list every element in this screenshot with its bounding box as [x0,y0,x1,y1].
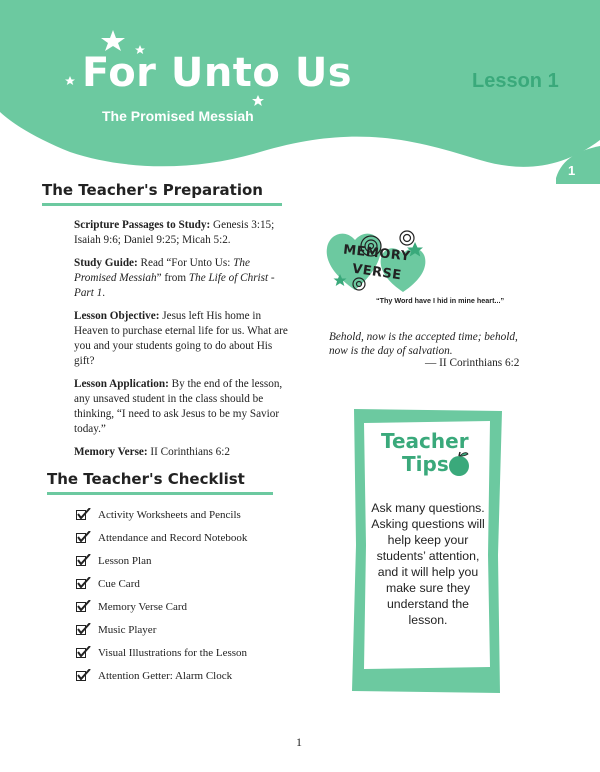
checklist [76,503,247,687]
lesson-title: For Unto Us [82,50,353,96]
checklist-item: Memory Verse Card [76,595,247,618]
prep-application: Lesson Application: By the end of the lesson, any unsaved student in the class should be thinking, “I need to ask Jesus to be my Savior today.” [74,378,283,435]
checklist-item: Attendance and Record Notebook [76,526,247,549]
page-number: 1 [296,735,302,749]
lesson-subtitle: The Promised Messiah [102,108,254,124]
prep-study-guide: Study Guide: Read “For Unto Us: The Promised Messiah” from The Life of Christ - Part 1. [74,257,275,299]
checklist-item: Activity Worksheets and Pencils [76,503,247,526]
prep-objective: Lesson Objective: Jesus left His home in Heaven to purchase eternal life for us. What are you and your students going to do about His gift? [74,310,288,367]
memory-verse-reference: — II Corinthians 6:2 [425,357,520,369]
checklist-item: Music Player [76,618,247,641]
checkbox-checked-icon [76,577,91,590]
checklist-heading: The Teacher's Checklist [47,470,245,488]
checklist-item: Attention Getter: Alarm Clock [76,664,247,687]
checkbox-checked-icon [76,531,91,544]
checklist-item: Visual Illustrations for the Lesson [76,641,247,664]
memory-verse-text: Behold, now is the accepted time; behold, now is the day of salvation. [329,331,518,357]
checkbox-checked-icon [76,646,91,659]
preparation-divider [42,203,282,206]
header-banner [0,0,600,200]
checklist-item: Cue Card [76,572,247,595]
memory-verse-logo-word2: VERSE [351,261,403,284]
teacher-tips-heading-line1: Teacher [381,429,469,453]
preparation-list [74,218,289,468]
checklist-divider [47,492,273,495]
teacher-tips-body: Ask many questions. Asking questions will help keep your students’ attention, and it will help you make sure they understand the lesson. [371,501,485,627]
lesson-number: Lesson 1 [472,70,559,92]
checkbox-checked-icon [76,554,91,567]
memory-verse-logo-word1: MEMORY [342,242,412,265]
teacher-tips-heading-line2: Tips [402,452,449,476]
preparation-heading: The Teacher's Preparation [42,181,263,199]
memory-verse-tagline: “Thy Word have I hid in mine heart...” [376,296,505,305]
checkbox-checked-icon [76,669,91,682]
prep-scripture: Scripture Passages to Study: Genesis 3:15; Isaiah 9:6; Daniel 9:25; Micah 5:2. [74,219,275,246]
checkbox-checked-icon [76,600,91,613]
page-tab-number: 1 [568,163,576,178]
checkbox-checked-icon [76,623,91,636]
prep-memory-verse: Memory Verse: II Corinthians 6:2 [74,446,230,458]
checkbox-checked-icon [76,508,91,521]
checklist-item: Lesson Plan [76,549,247,572]
